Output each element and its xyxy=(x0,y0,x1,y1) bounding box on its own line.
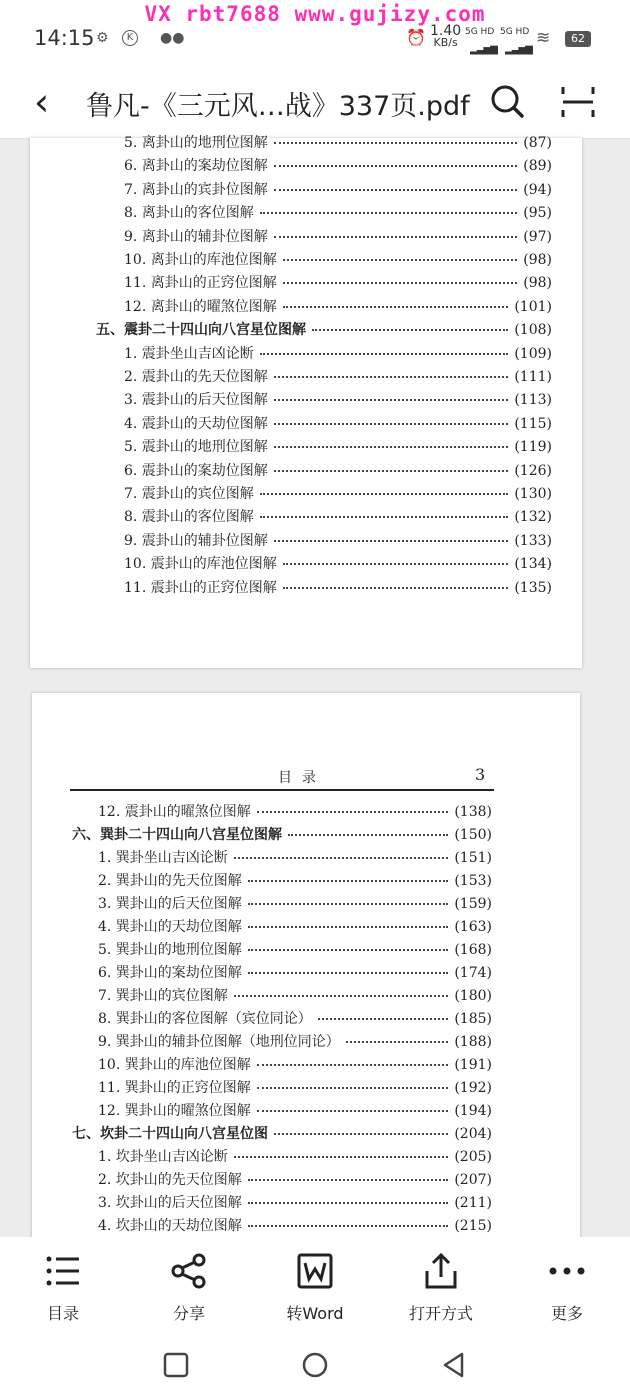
toc-entry xyxy=(98,939,492,959)
toc-entry-title: 6. 巽卦山的案劫位图解 xyxy=(98,965,242,981)
toc-entry xyxy=(124,343,552,363)
signal-bars-2-icon: ▂▃▅▆ xyxy=(505,44,532,55)
page-header-rule xyxy=(70,789,494,791)
bottom-toolbar xyxy=(0,1237,630,1337)
toc-leader-dots xyxy=(260,353,509,355)
toc-entry-title: 10. 巽卦山的库池位图解 xyxy=(98,1057,251,1073)
toc-entry-title: 12. 震卦山的曜煞位图解 xyxy=(98,804,251,820)
toc-entry-title: 8. 震卦山的客位图解 xyxy=(124,509,254,526)
toc-entry-title: 12. 巽卦山的曜煞位图解 xyxy=(98,1103,251,1119)
toc-leader-dots xyxy=(274,1133,448,1135)
toc-entry-title: 5. 离卦山的地刑位图解 xyxy=(124,135,268,151)
toc-entry-page: (174) xyxy=(454,965,492,981)
toc-entry xyxy=(98,847,492,867)
toc-leader-dots xyxy=(248,903,449,905)
toolbar-open-with-button[interactable] xyxy=(396,1251,486,1324)
toc-leader-dots xyxy=(248,926,449,928)
toc-entry xyxy=(98,1169,492,1189)
word-icon xyxy=(295,1251,335,1291)
toc-leader-dots xyxy=(257,1087,449,1089)
document-title: 鲁凡-《三元风…战》337页.pdf xyxy=(86,91,470,122)
toc-entry xyxy=(98,1031,492,1051)
net-speed: 1.40 KB/s xyxy=(430,23,462,49)
toc-leader-dots xyxy=(248,949,449,951)
toc-entry-title: 8. 离卦山的客位图解 xyxy=(124,205,254,222)
toc-entry-page: (130) xyxy=(514,486,552,502)
toc-entry-page: (111) xyxy=(514,369,552,385)
toc-entry xyxy=(124,530,552,550)
toc-entry-title: 3. 巽卦山的后天位图解 xyxy=(98,896,242,912)
k-notification-icon: K xyxy=(122,30,138,46)
toc-entry-page: (204) xyxy=(454,1126,492,1142)
recent-apps-icon[interactable] xyxy=(162,1351,190,1379)
toc-entry xyxy=(96,319,552,339)
toc-leader-dots xyxy=(257,1110,449,1112)
toc-leader-dots xyxy=(274,236,517,238)
toc-entry-title: 2. 坎卦山的先天位图解 xyxy=(98,1172,242,1188)
back-arrow-icon[interactable]: ‹ xyxy=(34,80,50,124)
toc-leader-dots xyxy=(274,376,509,378)
toc-entry-page: (207) xyxy=(454,1172,492,1188)
toc-entry-page: (138) xyxy=(454,804,492,820)
toc-entry-title: 3. 坎卦山的后天位图解 xyxy=(98,1195,242,1211)
list-icon xyxy=(43,1251,83,1291)
toc-entry xyxy=(98,870,492,890)
toc-entry-page: (109) xyxy=(514,345,552,362)
toc-leader-dots xyxy=(234,857,449,859)
toc-entry xyxy=(98,1215,492,1235)
toc-leader-dots xyxy=(283,259,518,261)
share-icon xyxy=(169,1251,209,1291)
back-nav-icon[interactable] xyxy=(440,1351,468,1379)
toc-entry-title: 6. 震卦山的案劫位图解 xyxy=(124,462,268,479)
toc-entry xyxy=(98,801,492,821)
toc-entry xyxy=(98,1008,492,1028)
toc-entry-title: 1. 巽卦坐山吉凶论断 xyxy=(98,850,228,866)
toc-entry-page: (133) xyxy=(514,532,552,549)
alarm-icon: ⏰ xyxy=(406,28,426,47)
toc-leader-dots xyxy=(260,493,509,495)
toc-entry-page: (211) xyxy=(454,1195,492,1211)
toc-entry-title: 六、巽卦二十四山向八宫星位图解 xyxy=(72,827,282,843)
toc-entry-page: (205) xyxy=(454,1149,492,1165)
search-icon[interactable] xyxy=(490,84,524,118)
toc-entry xyxy=(98,916,492,936)
toolbar-label: 更多 xyxy=(550,1304,583,1323)
toc-entry xyxy=(98,962,492,982)
toc-leader-dots xyxy=(283,306,509,308)
toc-entry-page: (89) xyxy=(523,158,552,175)
toc-entry-title: 2. 巽卦山的先天位图解 xyxy=(98,873,242,889)
toc-entry-page: (192) xyxy=(454,1080,492,1096)
toc-entry-page: (188) xyxy=(454,1034,492,1050)
toc-entry-page: (98) xyxy=(523,275,552,292)
toc-entry xyxy=(124,553,552,573)
toc-entry xyxy=(124,179,552,199)
toc-entry-page: (185) xyxy=(454,1011,492,1027)
toc-entry-title: 1. 震卦坐山吉凶论断 xyxy=(124,345,254,362)
toc-leader-dots xyxy=(274,189,517,191)
toc-entry xyxy=(124,460,552,480)
toc-entry-page: (191) xyxy=(454,1057,492,1073)
toc-leader-dots xyxy=(288,834,448,836)
toc-entry-title: 9. 巽卦山的辅卦位图解（地刑位同论） xyxy=(98,1034,340,1050)
toc-entry-page: (119) xyxy=(514,439,552,456)
toc-entry-page: (95) xyxy=(523,205,552,222)
toc-leader-dots xyxy=(234,1156,449,1158)
toc-entry-title: 9. 震卦山的辅卦位图解 xyxy=(124,532,268,549)
page-header-title: 目录 xyxy=(278,770,326,786)
toc-leader-dots xyxy=(274,540,509,542)
toc-entry-page: (126) xyxy=(514,462,552,479)
toc-leader-dots xyxy=(257,1064,449,1066)
watermark-text: VX rbt7688 www.gujizy.com xyxy=(144,2,486,26)
toc-entry-page: (135) xyxy=(514,579,552,596)
toc-entry xyxy=(124,506,552,526)
toc-entry-title: 七、坎卦二十四山向八宫星位图 xyxy=(72,1126,268,1142)
toc-entry-page: (150) xyxy=(454,827,492,843)
toc-entry-page: (94) xyxy=(523,181,552,198)
toc-entry-page: (194) xyxy=(454,1103,492,1119)
toolbar-label: 转Word xyxy=(286,1304,344,1323)
app-notification-icon: ⚙ xyxy=(96,30,109,46)
toc-entry-title: 五、震卦二十四山向八宫星位图解 xyxy=(96,322,306,339)
toc-leader-dots xyxy=(283,563,509,565)
toc-entry-title: 11. 离卦山的正窍位图解 xyxy=(124,275,277,292)
toolbar-label: 分享 xyxy=(172,1304,205,1323)
toc-entry-title: 11. 震卦山的正窍位图解 xyxy=(124,579,277,596)
toc-entry-page: (97) xyxy=(523,228,552,245)
toc-entry-title: 9. 离卦山的辅卦位图解 xyxy=(124,228,268,245)
toc-entry xyxy=(124,577,552,597)
toc-entry xyxy=(98,1077,492,1097)
toc-entry xyxy=(72,1123,492,1143)
toc-entry xyxy=(124,202,552,222)
toolbar-label: 目录 xyxy=(46,1304,79,1323)
toc-leader-dots xyxy=(248,880,449,882)
toc-entry xyxy=(124,155,552,175)
toc-entry xyxy=(124,226,552,246)
toc-entry xyxy=(124,413,552,433)
toolbar-word-button[interactable] xyxy=(270,1251,360,1324)
more-icon xyxy=(547,1251,587,1291)
toc-entry-title: 4. 震卦山的天劫位图解 xyxy=(124,415,268,432)
toc-entry xyxy=(124,249,552,269)
fullscreen-icon[interactable] xyxy=(560,84,596,120)
toc-entry-page: (134) xyxy=(514,556,552,573)
toc-entry-title: 7. 巽卦山的宾位图解 xyxy=(98,988,228,1004)
toolbar-share-button[interactable] xyxy=(144,1251,234,1324)
toc-entry xyxy=(124,436,552,456)
toc-entry xyxy=(124,272,552,292)
toc-entry-title: 2. 震卦山的先天位图解 xyxy=(124,369,268,385)
toc-entry-page: (87) xyxy=(523,135,552,151)
signal-bars-1-icon: ▂▃▅▆ xyxy=(470,44,497,55)
toc-leader-dots xyxy=(248,972,449,974)
toc-leader-dots xyxy=(248,1202,449,1204)
toc-leader-dots xyxy=(274,165,517,167)
toc-entry-page: (159) xyxy=(454,896,492,912)
toc-entry-title: 12. 离卦山的曜煞位图解 xyxy=(124,298,277,315)
toc-entry xyxy=(98,1100,492,1120)
toc-entry-title: 4. 巽卦山的天劫位图解 xyxy=(98,919,242,935)
toc-entry xyxy=(124,296,552,316)
toc-entry-page: (215) xyxy=(454,1218,492,1234)
toc-leader-dots xyxy=(260,516,509,518)
toc-entry-page: (132) xyxy=(514,509,552,526)
toolbar-more-button[interactable] xyxy=(522,1251,612,1324)
toc-leader-dots xyxy=(346,1041,449,1043)
signal-label-2: 5G HD xyxy=(500,27,530,37)
toc-leader-dots xyxy=(260,212,517,214)
status-time: 14:15 xyxy=(34,26,95,50)
wechat-icon: ●● xyxy=(160,30,185,46)
toc-leader-dots xyxy=(283,587,509,589)
toc-entry-page: (180) xyxy=(454,988,492,1004)
toc-leader-dots xyxy=(283,282,518,284)
page-header-number: 3 xyxy=(475,765,486,784)
home-icon[interactable] xyxy=(301,1351,329,1379)
toc-leader-dots xyxy=(274,142,517,144)
toc-entry xyxy=(124,389,552,409)
toc-entry xyxy=(124,132,552,152)
toc-entry-page: (101) xyxy=(514,298,552,315)
toc-entry xyxy=(98,1146,492,1166)
toc-leader-dots xyxy=(248,1225,449,1227)
toc-entry xyxy=(98,893,492,913)
toc-entry-page: (115) xyxy=(514,415,552,432)
toc-entry-title: 10. 震卦山的库池位图解 xyxy=(124,556,277,573)
pdf-page-1 xyxy=(30,135,582,668)
toc-entry-page: (168) xyxy=(454,942,492,958)
toc-entry-title: 7. 离卦山的宾卦位图解 xyxy=(124,181,268,198)
toc-leader-dots xyxy=(234,995,449,997)
toc-leader-dots xyxy=(312,329,508,331)
toc-entry xyxy=(124,483,552,503)
toc-entry-title: 11. 巽卦山的正窍位图解 xyxy=(98,1080,251,1096)
pdf-page-2 xyxy=(32,693,580,1253)
toc-leader-dots xyxy=(248,1179,449,1181)
toc-entry-page: (113) xyxy=(514,392,552,409)
toc-leader-dots xyxy=(274,446,509,448)
toc-entry-title: 10. 离卦山的库池位图解 xyxy=(124,252,277,268)
toc-entry-title: 1. 坎卦坐山吉凶论断 xyxy=(98,1149,228,1165)
toc-entry-title: 4. 坎卦山的天劫位图解 xyxy=(98,1218,242,1234)
system-nav-bar xyxy=(0,1337,630,1400)
toc-entry xyxy=(98,985,492,1005)
toc-leader-dots xyxy=(274,399,509,401)
toc-entry xyxy=(72,824,492,844)
toc-entry-title: 5. 巽卦山的地刑位图解 xyxy=(98,942,242,958)
wifi-icon: ≋ xyxy=(536,28,551,48)
toc-leader-dots xyxy=(274,423,509,425)
signal-label-1: 5G HD xyxy=(465,27,495,37)
toc-entry-title: 3. 震卦山的后天位图解 xyxy=(124,392,268,409)
toc-entry-page: (163) xyxy=(454,919,492,935)
toc-entry-title: 8. 巽卦山的客位图解（宾位同论） xyxy=(98,1011,312,1027)
toolbar-label: 打开方式 xyxy=(408,1304,473,1323)
toc-leader-dots xyxy=(257,811,449,813)
toc-leader-dots xyxy=(318,1018,449,1020)
toc-entry xyxy=(98,1192,492,1212)
toc-entry-page: (98) xyxy=(523,252,552,268)
toolbar-toc-button[interactable] xyxy=(18,1251,108,1324)
toc-entry-page: (151) xyxy=(454,850,492,866)
toc-entry-title: 7. 震卦山的宾位图解 xyxy=(124,486,254,502)
toc-entry xyxy=(124,366,552,386)
top-app-bar xyxy=(0,72,630,139)
toc-entry-title: 5. 震卦山的地刑位图解 xyxy=(124,439,268,456)
battery-icon: 62 xyxy=(565,31,591,47)
toc-entry xyxy=(98,1054,492,1074)
toc-entry-page: (153) xyxy=(454,873,492,889)
toc-leader-dots xyxy=(274,470,509,472)
toc-entry-title: 6. 离卦山的案劫位图解 xyxy=(124,158,268,175)
open-with-icon xyxy=(421,1251,461,1291)
toc-entry-page: (108) xyxy=(514,322,552,339)
